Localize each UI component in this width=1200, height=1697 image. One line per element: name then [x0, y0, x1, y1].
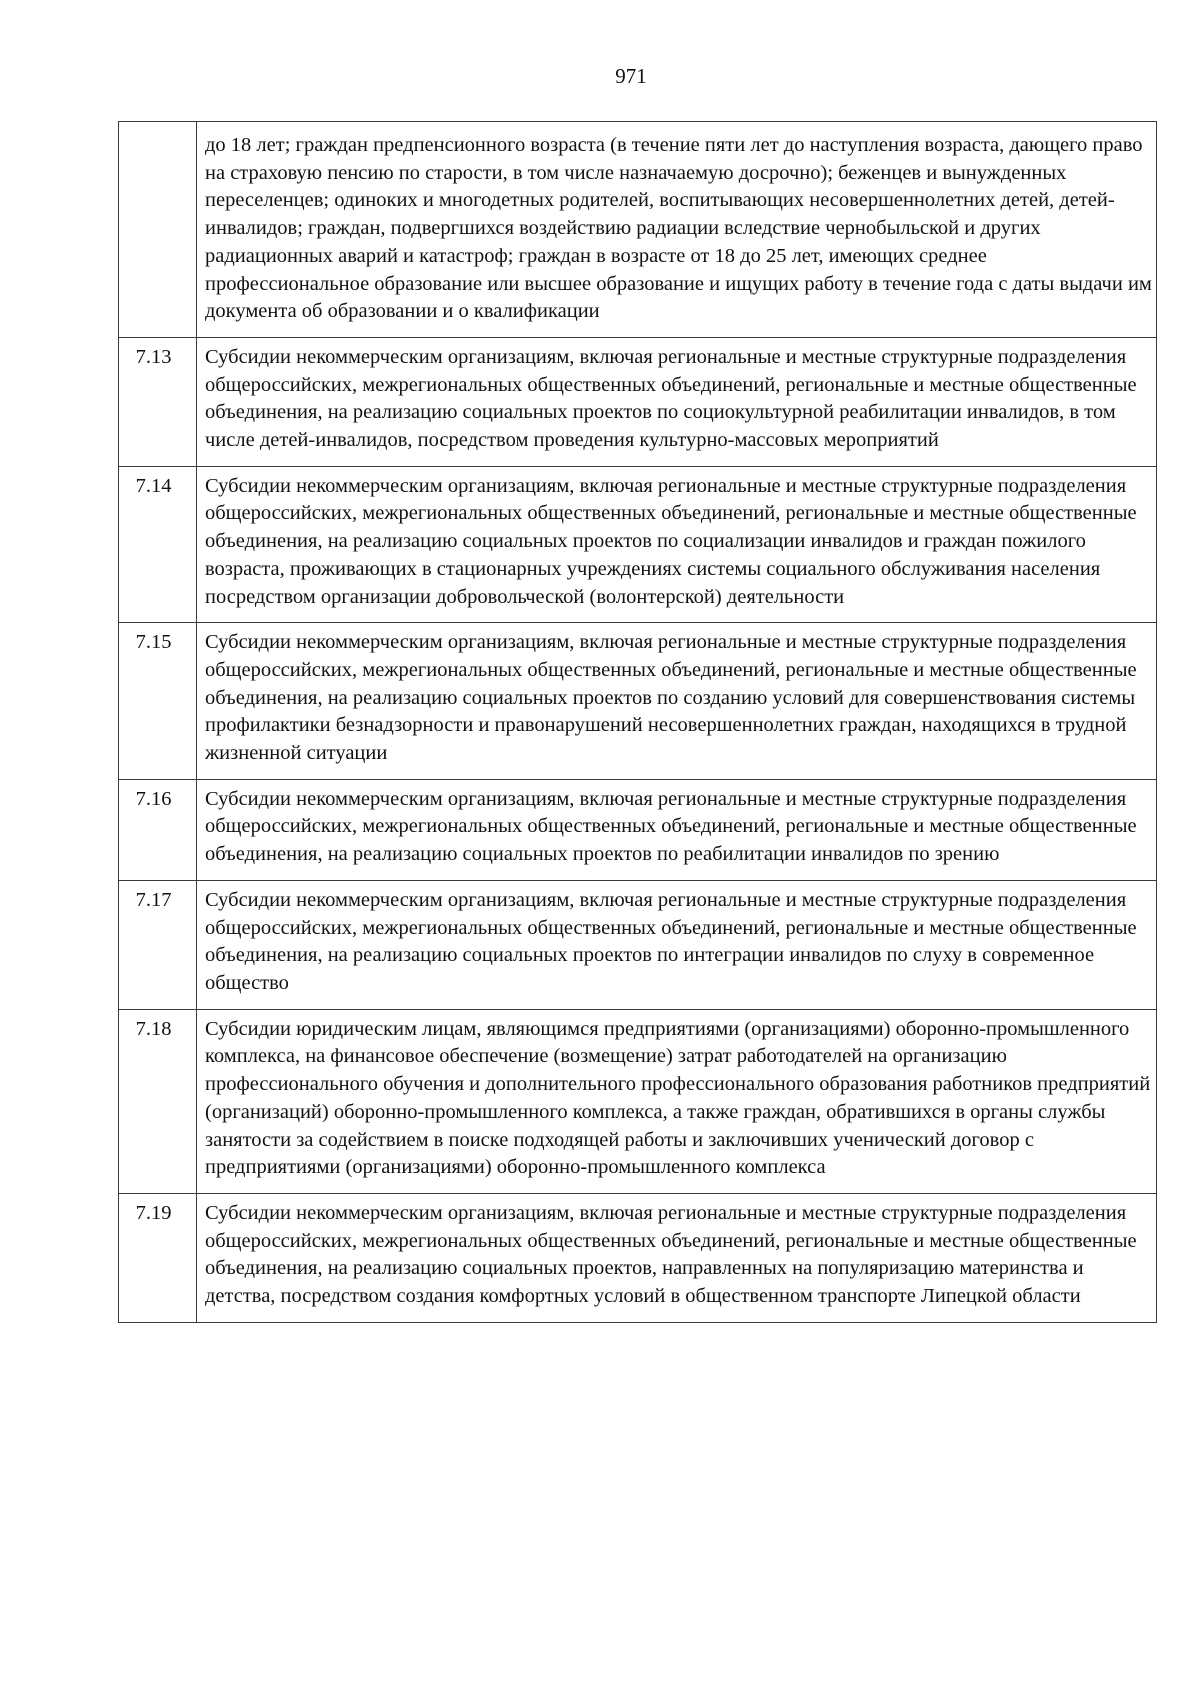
- row-text: Субсидии некоммерческим организациям, включая региональные и местные структурные подразделения общероссийских, межрегиональных общественных объединений, региональные и местные общественные объединения, на реализацию социальных проектов по социокультурной реабилитации инвалидов, в том числе детей-инвалидов, посредством проведения культурно-массовых мероприятий: [197, 337, 1157, 466]
- table-row-7-17: [119, 880, 1157, 1009]
- row-text: Субсидии некоммерческим организациям, включая региональные и местные структурные подразделения общероссийских, межрегиональных общественных объединений, региональные и местные общественные объединения, на реализацию социальных проектов по реабилитации инвалидов по зрению: [197, 779, 1157, 880]
- table-row-7-19: [119, 1193, 1157, 1322]
- table-row-7-15: [119, 623, 1157, 780]
- row-text: до 18 лет; граждан предпенсионного возраста (в течение пяти лет до наступления возраста, дающего право на страховую пенсию по старости, в том числе назначаемую досрочно); беженцев и вынужденных переселенцев; одиноких и многодетных родителей, воспитывающих несовершеннолетних детей, детей-инвалидов; граждан, подвергшихся воздействию радиации вследствие чернобыльской и других радиационных аварий и катастроф; граждан в возрасте от 18 до 25 лет, имеющих среднее профессиональное образование или высшее образование и ищущих работу в течение года с даты выдачи им документа об образовании и о квалификации: [197, 122, 1157, 338]
- row-text: Субсидии юридическим лицам, являющимся предприятиями (организациями) оборонно-промышленного комплекса, на финансовое обеспечение (возмещение) затрат работодателей на организацию профессионального обучения и дополнительного профессионального образования работников предприятий (организаций) оборонно-промышленного комплекса, а также граждан, обратившихся в органы службы занятости за содействием в поиске подходящей работы и заключивших ученический договор с предприятиями (организациями) оборонно-промышленного комплекса: [197, 1009, 1157, 1193]
- row-number: 7.18: [119, 1009, 197, 1193]
- row-text: Субсидии некоммерческим организациям, включая региональные и местные структурные подразделения общероссийских, межрегиональных общественных объединений, региональные и местные общественные объединения, на реализацию социальных проектов по созданию условий для совершенствования системы профилактики безнадзорности и правонарушений несовершеннолетних граждан, находящихся в трудной жизненной ситуации: [197, 623, 1157, 780]
- row-number: 7.15: [119, 623, 197, 780]
- table-row-7-14: [119, 466, 1157, 623]
- row-number: 7.16: [119, 779, 197, 880]
- row-number: 7.14: [119, 466, 197, 623]
- subsidy-table: [118, 121, 1157, 1323]
- table-row-7-13: [119, 337, 1157, 466]
- row-text: Субсидии некоммерческим организациям, включая региональные и местные структурные подразделения общероссийских, межрегиональных общественных объединений, региональные и местные общественные объединения, на реализацию социальных проектов, направленных на популяризацию материнства и детства, посредством создания комфортных условий в общественном транспорте Липецкой области: [197, 1193, 1157, 1322]
- row-number: 7.17: [119, 880, 197, 1009]
- page-number: 971: [615, 64, 647, 88]
- table-row-continued: [119, 122, 1157, 338]
- table-row-7-16: [119, 779, 1157, 880]
- row-number: 7.13: [119, 337, 197, 466]
- table-row-7-18: [119, 1009, 1157, 1193]
- row-text: Субсидии некоммерческим организациям, включая региональные и местные структурные подразделения общероссийских, межрегиональных общественных объединений, региональные и местные общественные объединения, на реализацию социальных проектов по социализации инвалидов и граждан пожилого возраста, проживающих в стационарных учреждениях системы социального обслуживания населения посредством организации добровольческой (волонтерской) деятельности: [197, 466, 1157, 623]
- row-number: [119, 122, 197, 338]
- row-number: 7.19: [119, 1193, 197, 1322]
- row-text: Субсидии некоммерческим организациям, включая региональные и местные структурные подразделения общероссийских, межрегиональных общественных объединений, региональные и местные общественные объединения, на реализацию социальных проектов по интеграции инвалидов по слуху в современное общество: [197, 880, 1157, 1009]
